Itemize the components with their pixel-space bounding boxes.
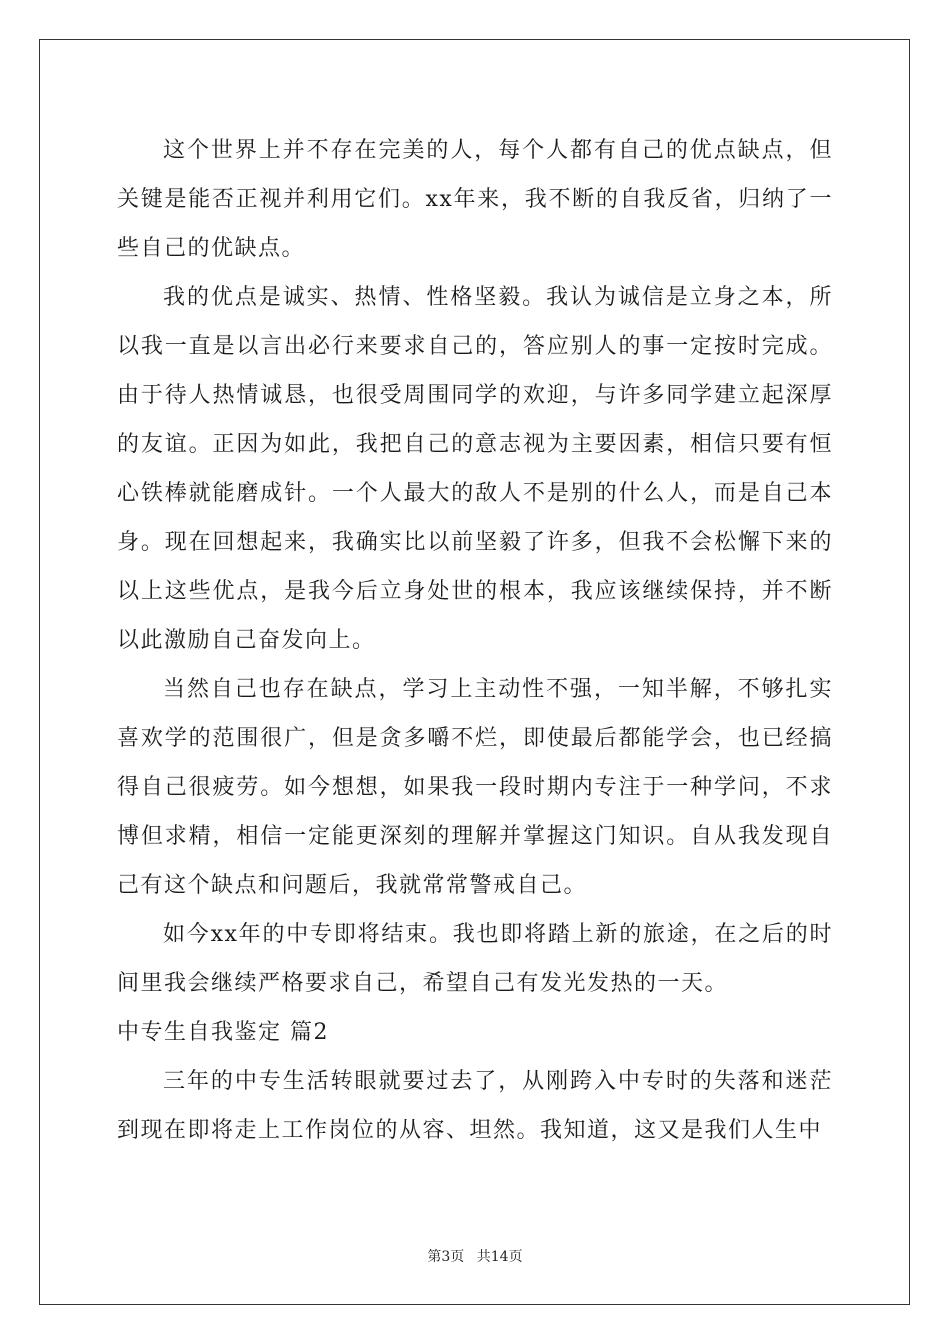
paragraph-conclusion: 如今xx年的中专即将结束。我也即将踏上新的旅途，在之后的时间里我会继续严格要求自己，希望自己有发光发热的一天。: [117, 922, 833, 996]
page-number: 第3页: [427, 1249, 465, 1265]
document-body: [117, 126, 833, 1155]
section-heading: 中专生自我鉴定 篇2: [117, 1020, 329, 1045]
paragraph-strengths-intro: 这个世界上并不存在完美的人，每个人都有自己的优点缺点，但关键是能否正视并利用它们。xx年来，我不断的自我反省，归纳了一些自己的优缺点。: [117, 138, 833, 261]
page-total: 共14页: [476, 1249, 523, 1265]
paragraph-section2-start: 三年的中专生活转眼就要过去了，从刚跨入中专时的失落和迷茫到现在即将走上工作岗位的从容、坦然。我知道，这又是我们人生中: [117, 1069, 833, 1143]
page-footer: [0, 1246, 950, 1266]
paragraph-weaknesses: 当然自己也存在缺点，学习上主动性不强，一知半解，不够扎实喜欢学的范围很广，但是贪多嚼不烂，即使最后都能学会，也已经搞得自己很疲劳。如今想想，如果我一段时期内专注于一种学问，不求博但求精，相信一定能更深刻的理解并掌握这门知识。自从我发现自己有这个缺点和问题后，我就常常警戒自己。: [117, 677, 833, 898]
paragraph-strengths: 我的优点是诚实、热情、性格坚毅。我认为诚信是立身之本，所以我一直是以言出必行来要求自己的，答应别人的事一定按时完成。由于待人热情诚恳，也很受周围同学的欢迎，与许多同学建立起深厚的友谊。正因为如此，我把自己的意志视为主要因素，相信只要有恒心铁棒就能磨成针。一个人最大的敌人不是别的什么人，而是自己本身。现在回想起来，我确实比以前坚毅了许多，但我不会松懈下来的以上这些优点，是我今后立身处世的根本，我应该继续保持，并不断以此激励自己奋发向上。: [117, 285, 833, 653]
